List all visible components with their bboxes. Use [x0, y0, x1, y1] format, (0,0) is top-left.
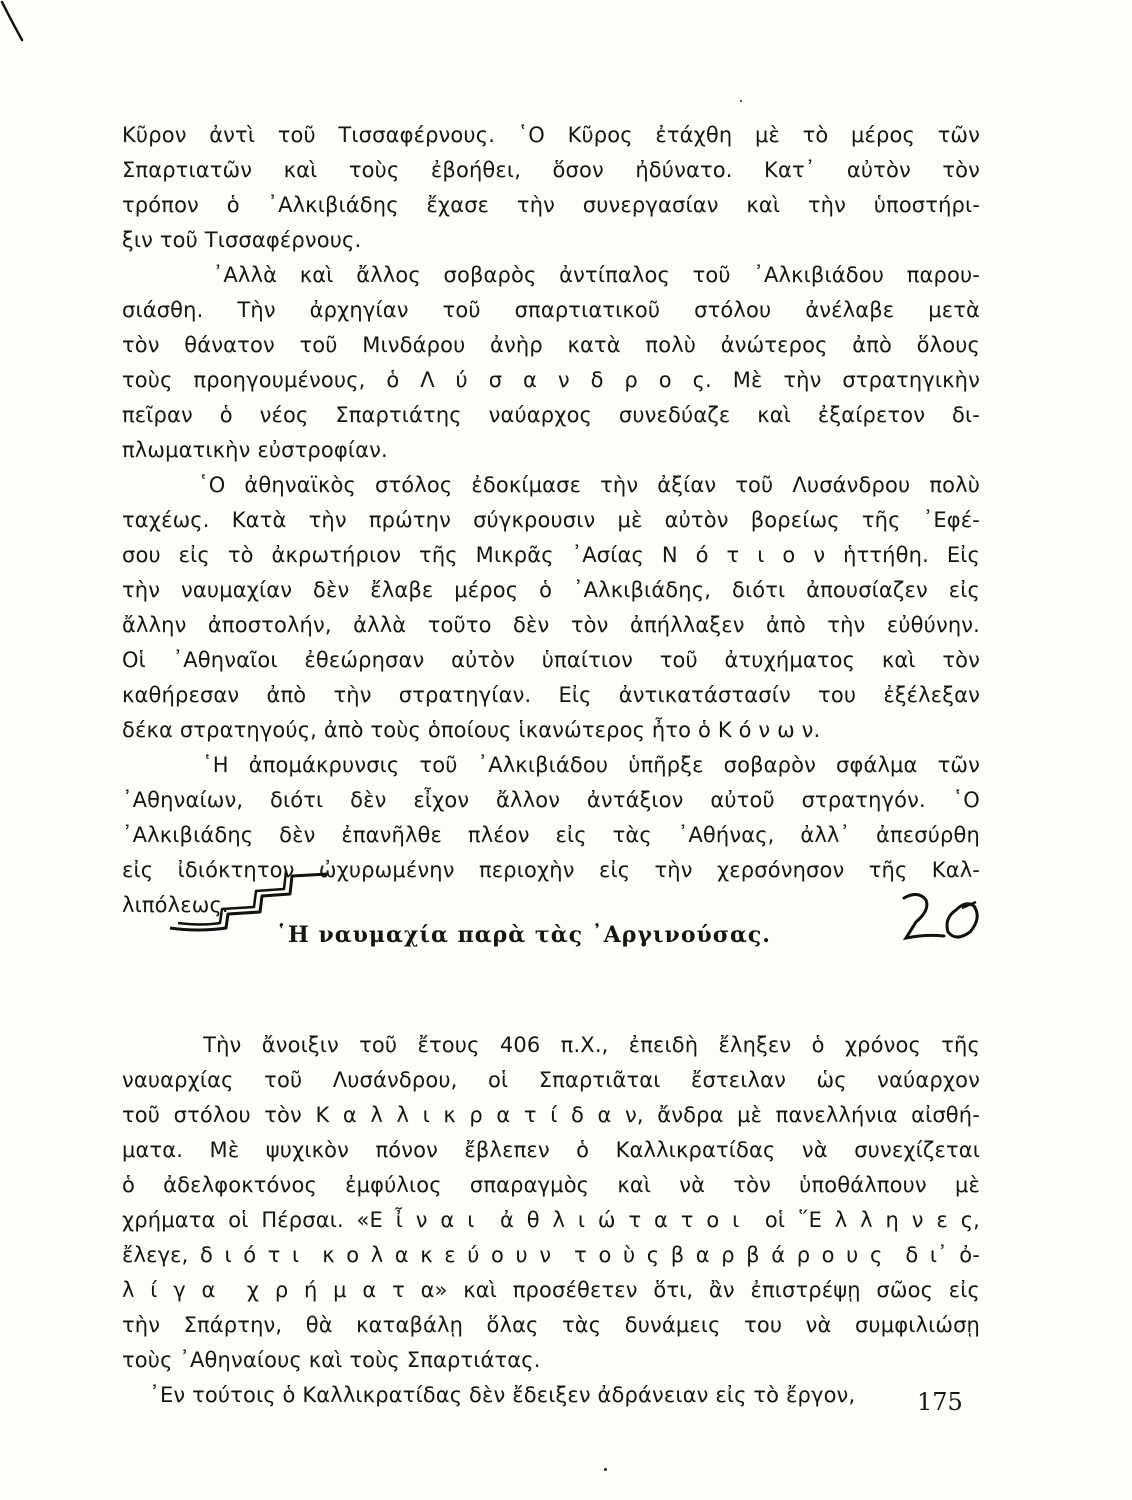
text-line: εἰς ἰδιόκτητον ὠχυρωμένην περιοχὴν εἰς τὴν χερσόνησον τῆς Καλ- [122, 858, 980, 882]
text-line: ναυαρχίας τοῦ Λυσάνδρου, οἱ Σπαρτιᾶται ἔστειλαν ὡς ναύαρχον [122, 1068, 980, 1092]
ink-speck [604, 1468, 607, 1471]
text-line: ᾽Αλκιβιάδης δὲν ἐπανῆλθε πλέον εἰς τὰς ᾽Αθήνας, ἀλλ᾽ ἀπεσύρθη [122, 823, 980, 847]
text-line: τὸν θάνατον τοῦ Μινδάρου ἀνὴρ κατὰ πολὺ ἀνώτερος ἀπὸ ὅλους [122, 333, 980, 357]
text-line: λιπόλεως. [122, 893, 229, 917]
corner-scratch-mark [0, 0, 30, 50]
text-line: λ ί γ α χ ρ ή μ α τ α» καὶ προσέθετεν ὅτι, ἂν ἐπιστρέψῃ σῶος εἰς [122, 1278, 980, 1302]
text-line: χρήματα οἱ Πέρσαι. «Ε ἶ ν α ι ἀ θ λ ι ώ τ α τ ο ι οἱ ῞Ε λ λ η ν ε ς, [122, 1208, 980, 1232]
text-line: πλωματικὴν εὐστροφίαν. [122, 438, 388, 462]
text-line: Κῦρον ἀντὶ τοῦ Τισσαφέρνους. ῾Ο Κῦρος ἐτάχθη μὲ τὸ μέρος τῶν [122, 123, 980, 147]
text-line: πεῖραν ὁ νέος Σπαρτιάτης ναύαρχος συνεδύαζε καὶ ἐξαίρετον δι- [122, 403, 980, 427]
text-line: Οἱ ᾽Αθηναῖοι ἐθεώρησαν αὐτὸν ὑπαίτιον τοῦ ἀτυχήματος καὶ τὸν [122, 648, 980, 672]
text-line: ματα. Μὲ ψυχικὸν πόνον ἔβλεπεν ὁ Καλλικρατίδας νὰ συνεχίζεται [122, 1138, 980, 1162]
text-line: σου εἰς τὸ ἀκρωτήριον τῆς Μικρᾶς ᾽Ασίας Ν ό τ ι ο ν ἡττήθη. Εἰς [122, 543, 980, 567]
text-line: τοὺς ᾽Αθηναίους καὶ τοὺς Σπαρτιάτας. [122, 1348, 541, 1372]
body-text-bottom [122, 1028, 980, 1413]
text-line: καθήρεσαν ἀπὸ τὴν στρατηγίαν. Εἰς ἀντικατάστασίν του ἐξέλεξαν [122, 683, 980, 707]
text-line: τρόπον ὁ ᾽Αλκιβιάδης ἔχασε τὴν συνεργασίαν καὶ τὴν ὑποστήρι- [122, 193, 980, 217]
text-line: τοῦ στόλου τὸν Κ α λ λ ι κ ρ α τ ί δ α ν, ἄνδρα μὲ πανελλήνια αἰσθή- [122, 1103, 980, 1127]
text-line: ᾽Εν τούτοις ὁ Καλλικρατίδας δὲν ἔδειξεν ἀδράνειαν εἰς τὸ ἔργον, [122, 1383, 856, 1407]
handwritten-page-note [896, 888, 986, 948]
text-line: τοὺς προηγουμένους, ὁ Λ ύ σ α ν δ ρ ο ς. Μὲ τὴν στρατηγικὴν [122, 368, 980, 392]
page-number: 175 [917, 1388, 963, 1416]
body-text-top [122, 118, 980, 923]
text-line: ῾Ο ἀθηναϊκὸς στόλος ἐδοκίμασε τὴν ἀξίαν τοῦ Λυσάνδρου πολὺ [122, 473, 980, 497]
ink-speck [740, 100, 742, 102]
text-line: ταχέως. Κατὰ τὴν πρώτην σύγκρουσιν μὲ αὐτὸν βορείως τῆς ᾽Εφέ- [122, 508, 980, 532]
text-line: ξιν τοῦ Τισσαφέρνους. [122, 228, 362, 252]
text-line: ὁ ἀδελφοκτόνος ἐμφύλιος σπαραγμὸς καὶ νὰ τὸν ὑποθάλπουν μὲ [122, 1173, 980, 1197]
text-line: ᾽Αθηναίων, διότι δὲν εἶχον ἄλλον ἀντάξιον αὐτοῦ στρατηγόν. ῾Ο [122, 788, 980, 812]
text-line: ἄλλην ἀποστολήν, ἀλλὰ τοῦτο δὲν τὸν ἀπήλλαξεν ἀπὸ τὴν εὐθύνην. [122, 613, 980, 637]
text-line: ἔλεγε, δ ι ό τ ι κ ο λ α κ ε ύ ο υ ν τ ο ὺ ς β α ρ β ά ρ ο υ ς δ ι᾽ ὀ- [122, 1243, 980, 1267]
text-line: ῾Η ἀπομάκρυνσις τοῦ ᾽Αλκιβιάδου ὑπῆρξε σοβαρὸν σφάλμα τῶν [122, 753, 980, 777]
text-line: τὴν Σπάρτην, θὰ καταβάλῃ ὅλας τὰς δυνάμεις του νὰ συμφιλιώσῃ [122, 1313, 980, 1337]
text-line: δέκα στρατηγούς, ἀπὸ τοὺς ὁποίους ἱκανώτερος ἦτο ὁ Κ ό ν ω ν. [122, 718, 821, 742]
section-heading: ῾Η ναυμαχία παρὰ τὰς ᾽Αργινούσας. [276, 922, 771, 948]
text-line: Σπαρτιατῶν καὶ τοὺς ἐβοήθει, ὅσον ἠδύνατο. Κατ᾽ αὐτὸν τὸν [122, 158, 980, 182]
text-line: τὴν ναυμαχίαν δὲν ἔλαβε μέρος ὁ ᾽Αλκιβιάδης, διότι ἀπουσίαζεν εἰς [122, 578, 980, 602]
text-line: σιάσθη. Τὴν ἀρχηγίαν τοῦ σπαρτιατικοῦ στόλου ἀνέλαβε μετὰ [122, 298, 980, 322]
text-line: Τὴν ἄνοιξιν τοῦ ἔτους 406 π.Χ., ἐπειδὴ ἔληξεν ὁ χρόνος τῆς [122, 1033, 980, 1057]
text-line: ᾽Αλλὰ καὶ ἄλλος σοβαρὸς ἀντίπαλος τοῦ ᾽Αλκιβιάδου παρου- [122, 263, 980, 287]
